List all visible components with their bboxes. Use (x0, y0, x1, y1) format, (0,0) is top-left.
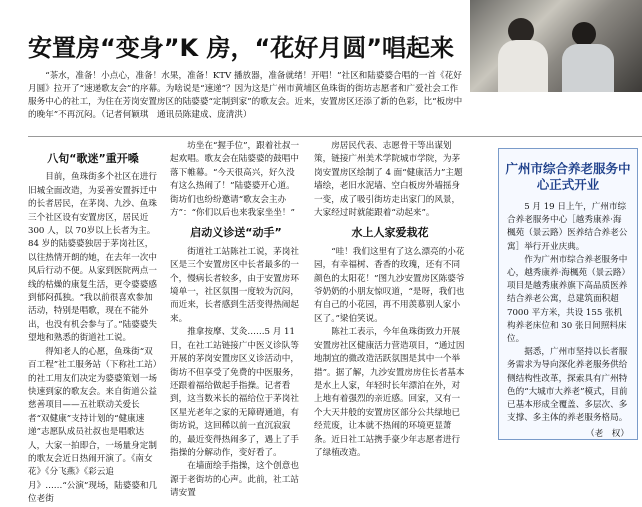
article-column-1 (28, 146, 158, 507)
paragraph: 在墙面绘手指操，这个创意也源于老街坊的心声。此前，社工站请安置 (170, 461, 299, 499)
sidebar-title: 广州市综合养老服务中心正式开业 (505, 161, 631, 192)
paragraph: 5 月 19 日上午，广州市综合养老服务中心［越秀康养·海楓苑（景云路）医养结合养老公寓］举行开业庆典。 (507, 202, 628, 252)
paragraph: 目前，鱼珠街多个社区在进行旧城全面改造，为妥善安置拆迁中的长者居民，在茅岗、九沙、鱼珠三个社区设有安置房区，居民近 300 人，以 70岁以上长者为主。84 岁的陆婆婆独居于茅岗社区，以往热情开朗的她，在去年一次中风后行动不便。从家到医院两点一线的枯燥的康复生活，更令婆婆感到郁闷孤独。“我以前很喜欢参加活动，特别是唱歌，现在不能外出，也没有机会参与了。”陆婆婆失望地和熟悉的街道社工说。 (28, 172, 158, 344)
paragraph: 据悉，广州市坚持以长者服务需求为导向深化养老服务供给侧结构性改革，探索具有广州特色的“大城市大养老”模式，目前已基本形成全覆盖、多层次、多支撑、多主体的养老服务格局。 (507, 347, 628, 424)
paragraph: 坊坐在“握手位”，跟着社叔一起欢唱。歌友会在陆婆婆的鼓唱中落下帷幕。“今天很高兴，好久没有这么热闹了！”陆婆婆开心道。街坊们也纷纷邀请“歌友会主办方”：“你们以后也来我家坐坐！” (170, 141, 300, 219)
sidebar-body (507, 201, 629, 425)
section-heading: 八旬“歌迷”重开嗓 (47, 152, 139, 165)
article-column-3 (314, 140, 466, 460)
news-photo (470, 0, 642, 92)
paragraph: 陈社工表示，今年鱼珠街致力开展安置房社区健康活力营造项目，“通过因地制宜的微改造活跃氛围是其中一个举措”。据了解，九沙安置房房住长者基本是水上人家，年轻时长年漂泊在外，对上地有着强烈的亲近感。回家，又有一个大天井般的安置房区部分公共绿地已经荒废，让本就不热闹的环境更显萧条。近日社工站携手豪少年志愿者进行了绿植改造。 (314, 327, 465, 458)
paragraph: 房居民代表、志愿骨干等出谋划策，链接广州美术学院城市学院，为茅岗安置房区绘制了 4 面“健康活力”主题墙绘，老旧水泥墙、空白板房外墙摇身一变，成了吸引街坊走出家门的风景，大家经过时就能跟着“动起来”。 (314, 141, 463, 219)
paragraph: 得知老人的心愿，鱼珠街“双百工程”社工服务站（下称社工站）的社工用友们决定为婆婆策划一场快速到家的歌友会。来自街道公益慈善项目——五社联动关爱长者“双健康”支持计划的“健康速递”志愿队成员社叔也是唱歌达人，大家一拍即合，一场量身定制的歌友会近日热闹开演了。《南女花》《分飞燕》《彩云追月》……“公演”现场，陆婆婆和几位老街 (28, 346, 158, 505)
article-intro: “茶水，准备！小点心，准备！水果，准备！KTV 播放器，准备就绪！开唱！”社区和陆婆婆合唱的一首《花好月圆》拉开了“速递歌友会”的序幕。为啥说是“速递”？因为这是广州市黄埔区鱼珠街的街坊志愿者和广爱社会工作服务中心的社工，为住在芳岗安置房区的陆婆婆“定制到家”的歌友会。近来，安置房区还添了新的色彩，比“板房中的晚年”不再沉闷。（记者何颖琪 通讯员陈建成、庞清洪） (28, 71, 463, 120)
sidebar-news-box (498, 148, 638, 440)
paragraph: “哇！我们这里有了这么漂亮的小花园，有幸福树、香香的玫瑰，还有不同颜色的太阳花！”图九沙安置房区陈婆爷爷奶奶的小朋友惊叹道，“是呀，我们也有自己的小花园，再不用羡慕别人家小区了。”梁伯笑说。 (314, 246, 465, 324)
page-title: 安置房“变身”K 房，“花好月圆”唱起来 (28, 34, 455, 62)
section-heading: 启动义诊送“动手” (190, 226, 282, 240)
paragraph: 作为广州市综合养老服务中心，越秀康养·海楓苑（景云路）项目是越秀康养旗下高品质医养结合养老公寓，总建筑面积超 7000 平方米，共设 155 张机构养老床位和 30 张日间照料床位。 (507, 254, 628, 345)
paragraph: 推拿按摩、艾灸……5 月 11 日，在社工站链接广中医义诊队等开展的茅岗安置房区义诊活动中，街坊不但享受了免费的中医服务，还跟着福给做起手指操。记者看到，这当数米长的福给位于茅岗社区星光老年之家的无障碍通道，有街坊说，这回稀以前一直沉寂寂的，最近变得热闹多了，遇上了手指操的分解动作，变好看了。 (170, 327, 299, 458)
section-heading: 水上人家爱栽花 (351, 226, 429, 240)
sidebar-signature: （老 权） (586, 429, 629, 440)
article-column-2 (170, 140, 302, 501)
section-divider (28, 136, 642, 137)
paragraph: 街道社工站陈社工说，茅岗社区是三个安置房区中长者最多的一个，慢病长者较多，由于安置房环境单一，社区氛围一度较为沉闷，而近来，长者感到生活变得热闹起来。 (170, 246, 299, 324)
